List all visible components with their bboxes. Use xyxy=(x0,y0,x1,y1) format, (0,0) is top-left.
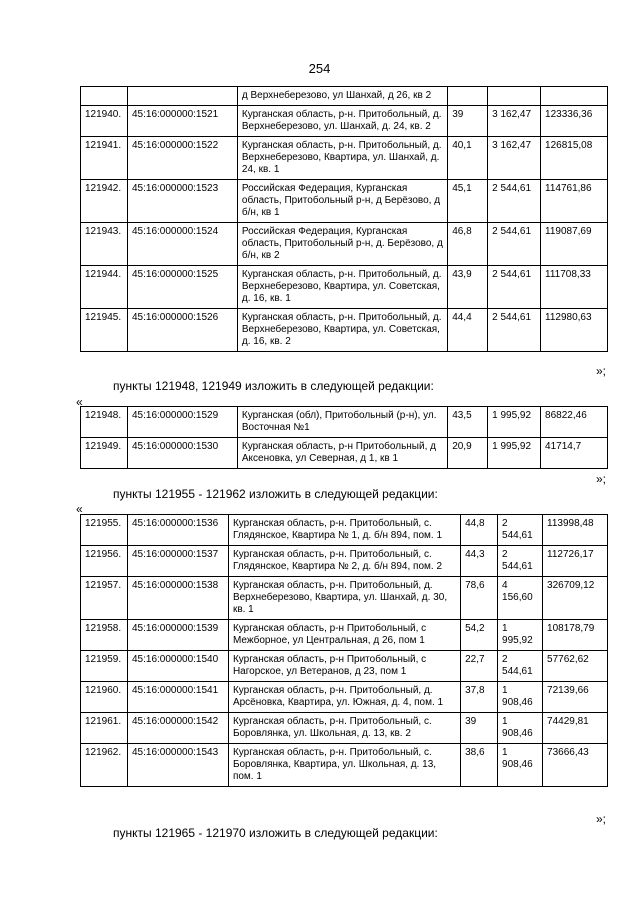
cell-address: Курганская (обл), Притобольный (р-н), ул. Восточная №1 xyxy=(237,407,447,438)
cell-address: Курганская область, р-н. Притобольный, с. Глядянское, Квартира № 1, д. б/н 894, пом. 1 xyxy=(228,515,460,546)
cell-cadastral-number: 45:16:000000:1542 xyxy=(127,713,228,744)
table-row xyxy=(81,682,608,713)
cell-cadastral-number: 45:16:000000:1540 xyxy=(127,651,228,682)
cell-total-value: 326709,12 xyxy=(543,577,608,620)
cell-address: Курганская область, р-н. Притобольный, д. Верхнеберезово, Квартира, ул. Шанхай, д. 24, кв. 1 xyxy=(237,137,447,180)
data-table-2 xyxy=(80,406,608,469)
cell-row-number: 121940. xyxy=(81,106,128,137)
cell-area xyxy=(448,87,488,106)
cell-total-value: 108178,79 xyxy=(543,620,608,651)
table-row xyxy=(81,515,608,546)
cell-price-per-unit: 2 544,61 xyxy=(488,180,541,223)
cell-cadastral-number: 45:16:000000:1529 xyxy=(127,407,237,438)
cell-total-value: 119087,69 xyxy=(541,223,608,266)
cell-cadastral-number: 45:16:000000:1541 xyxy=(127,682,228,713)
cell-price-per-unit: 4 156,60 xyxy=(498,577,543,620)
paragraph-1: пункты 121948, 121949 изложить в следующей редакции: xyxy=(113,379,434,393)
data-table-1 xyxy=(80,86,608,352)
table-row xyxy=(81,180,608,223)
cell-price-per-unit: 3 162,47 xyxy=(488,106,541,137)
paragraph-2: пункты 121955 - 121962 изложить в следующей редакции: xyxy=(113,487,438,501)
cell-address: д Верхнеберезово, ул Шанхай, д 26, кв 2 xyxy=(237,87,447,106)
cell-row-number: 121956. xyxy=(81,546,128,577)
cell-cadastral-number: 45:16:000000:1543 xyxy=(127,744,228,787)
cell-row-number: 121948. xyxy=(81,407,128,438)
cell-area: 78,6 xyxy=(461,577,498,620)
closing-quote: »; xyxy=(596,812,607,826)
cell-price-per-unit: 3 162,47 xyxy=(488,137,541,180)
cell-total-value: 86822,46 xyxy=(541,407,608,438)
cell-address: Курганская область, р-н. Притобольный, с. Боровлянка, Квартира, ул. Школьная, д. 13, пом. 1 xyxy=(228,744,460,787)
cell-area: 40,1 xyxy=(448,137,488,180)
cell-total-value: 113998,48 xyxy=(543,515,608,546)
cell-price-per-unit: 2 544,61 xyxy=(488,223,541,266)
cell-total-value: 57762,62 xyxy=(543,651,608,682)
table-row xyxy=(81,577,608,620)
table-row xyxy=(81,309,608,352)
table-row xyxy=(81,223,608,266)
cell-area: 54,2 xyxy=(461,620,498,651)
cell-address: Курганская область, р-н. Притобольный, с. Глядянское, Квартира № 2, д. б/н 894, пом. 2 xyxy=(228,546,460,577)
cell-total-value: 123336,36 xyxy=(541,106,608,137)
table-row xyxy=(81,620,608,651)
cell-price-per-unit: 2 544,61 xyxy=(488,309,541,352)
cell-cadastral-number: 45:16:000000:1524 xyxy=(127,223,237,266)
cell-total-value: 112980,63 xyxy=(541,309,608,352)
cell-area: 39 xyxy=(448,106,488,137)
table-row xyxy=(81,651,608,682)
cell-price-per-unit: 1 908,46 xyxy=(498,713,543,744)
table-row xyxy=(81,106,608,137)
table-row xyxy=(81,87,608,106)
cell-area: 45,1 xyxy=(448,180,488,223)
cell-address: Курганская область, р-н. Притобольный, д. Верхнеберезово, Квартира, ул. Шанхай, д. 30, кв. 1 xyxy=(228,577,460,620)
cell-price-per-unit: 2 544,61 xyxy=(498,546,543,577)
cell-address: Курганская область, р-н Притобольный, с Межборное, ул Центральная, д 26, пом 1 xyxy=(228,620,460,651)
cell-area: 38,6 xyxy=(461,744,498,787)
cell-total-value: 114761,86 xyxy=(541,180,608,223)
data-table-3 xyxy=(80,514,608,787)
cell-cadastral-number: 45:16:000000:1521 xyxy=(127,106,237,137)
opening-quote: « xyxy=(76,502,83,516)
cell-price-per-unit: 2 544,61 xyxy=(488,266,541,309)
cell-cadastral-number: 45:16:000000:1539 xyxy=(127,620,228,651)
cell-address: Курганская область, р-н. Притобольный, д. Верхнеберезово, Квартира, ул. Советская, д. 16, кв. 1 xyxy=(237,266,447,309)
cell-area: 20,9 xyxy=(448,438,488,469)
cell-address: Курганская область, р-н. Притобольный, д. Верхнеберезово, Квартира, ул. Советская, д. 16, кв. 2 xyxy=(237,309,447,352)
cell-total-value: 112726,17 xyxy=(543,546,608,577)
cell-area: 39 xyxy=(461,713,498,744)
cell-cadastral-number: 45:16:000000:1536 xyxy=(127,515,228,546)
cell-row-number: 121958. xyxy=(81,620,128,651)
cell-total-value: 126815,08 xyxy=(541,137,608,180)
table-row xyxy=(81,744,608,787)
cell-row-number: 121955. xyxy=(81,515,128,546)
cell-row-number xyxy=(81,87,128,106)
cell-price-per-unit: 1 995,92 xyxy=(488,438,541,469)
cell-area: 43,9 xyxy=(448,266,488,309)
cell-area: 22,7 xyxy=(461,651,498,682)
cell-area: 37,8 xyxy=(461,682,498,713)
cell-total-value xyxy=(541,87,608,106)
page-number: 254 xyxy=(308,61,331,76)
cell-cadastral-number: 45:16:000000:1537 xyxy=(127,546,228,577)
cell-cadastral-number: 45:16:000000:1538 xyxy=(127,577,228,620)
cell-address: Курганская область, р-н Притобольный, с Нагорское, ул Ветеранов, д 23, пом 1 xyxy=(228,651,460,682)
cell-row-number: 121957. xyxy=(81,577,128,620)
cell-address: Курганская область, р-н. Притобольный, д. Верхнеберезово, ул. Шанхай, д. 24, кв. 2 xyxy=(237,106,447,137)
cell-total-value: 74429,81 xyxy=(543,713,608,744)
cell-price-per-unit: 2 544,61 xyxy=(498,515,543,546)
cell-address: Российская Федерация, Курганская область, Притобольный р-н, д Берёзово, д б/н, кв 1 xyxy=(237,180,447,223)
cell-price-per-unit: 2 544,61 xyxy=(498,651,543,682)
cell-area: 43,5 xyxy=(448,407,488,438)
cell-row-number: 121942. xyxy=(81,180,128,223)
cell-row-number: 121961. xyxy=(81,713,128,744)
cell-cadastral-number: 45:16:000000:1530 xyxy=(127,438,237,469)
cell-row-number: 121959. xyxy=(81,651,128,682)
table-row xyxy=(81,546,608,577)
cell-cadastral-number: 45:16:000000:1525 xyxy=(127,266,237,309)
cell-price-per-unit: 1 908,46 xyxy=(498,744,543,787)
cell-area: 44,4 xyxy=(448,309,488,352)
cell-price-per-unit xyxy=(488,87,541,106)
cell-total-value: 72139,66 xyxy=(543,682,608,713)
table-row xyxy=(81,266,608,309)
cell-area: 44,3 xyxy=(461,546,498,577)
cell-total-value: 41714,7 xyxy=(541,438,608,469)
table-row xyxy=(81,438,608,469)
cell-total-value: 73666,43 xyxy=(543,744,608,787)
table-row xyxy=(81,713,608,744)
opening-quote: « xyxy=(76,395,83,409)
cell-cadastral-number: 45:16:000000:1526 xyxy=(127,309,237,352)
closing-quote: »; xyxy=(596,364,607,378)
cell-address: Курганская область, р-н Притобольный, д Аксеновка, ул Северная, д 1, кв 1 xyxy=(237,438,447,469)
cell-row-number: 121960. xyxy=(81,682,128,713)
table-row xyxy=(81,407,608,438)
cell-cadastral-number xyxy=(127,87,237,106)
cell-row-number: 121941. xyxy=(81,137,128,180)
table-row xyxy=(81,137,608,180)
cell-price-per-unit: 1 908,46 xyxy=(498,682,543,713)
cell-row-number: 121945. xyxy=(81,309,128,352)
cell-row-number: 121943. xyxy=(81,223,128,266)
cell-area: 44,8 xyxy=(461,515,498,546)
closing-quote: »; xyxy=(596,472,607,486)
cell-area: 46,8 xyxy=(448,223,488,266)
cell-cadastral-number: 45:16:000000:1523 xyxy=(127,180,237,223)
cell-row-number: 121944. xyxy=(81,266,128,309)
cell-address: Курганская область, р-н. Притобольный, д. Арсёновка, Квартира, ул. Южная, д. 4, пом. 1 xyxy=(228,682,460,713)
cell-address: Российская Федерация, Курганская область, Притобольный р-н, д. Берёзово, д б/н, кв 2 xyxy=(237,223,447,266)
cell-price-per-unit: 1 995,92 xyxy=(498,620,543,651)
cell-address: Курганская область, р-н. Притобольный, с. Боровлянка, ул. Школьная, д. 13, кв. 2 xyxy=(228,713,460,744)
cell-cadastral-number: 45:16:000000:1522 xyxy=(127,137,237,180)
cell-row-number: 121949. xyxy=(81,438,128,469)
cell-price-per-unit: 1 995,92 xyxy=(488,407,541,438)
cell-total-value: 111708,33 xyxy=(541,266,608,309)
paragraph-3: пункты 121965 - 121970 изложить в следующей редакции: xyxy=(113,826,438,840)
cell-row-number: 121962. xyxy=(81,744,128,787)
